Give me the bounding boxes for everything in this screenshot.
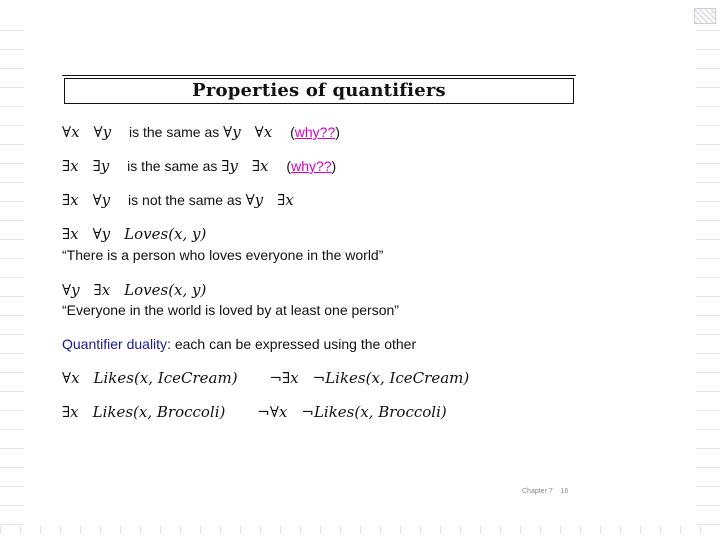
duality-text: : each can be expressed using the other: [167, 336, 417, 352]
quantifier: ∀: [223, 123, 233, 141]
predicate: Loves(x, y): [124, 281, 207, 299]
variable: x: [70, 191, 79, 209]
quantifier: ∀: [62, 281, 72, 299]
slide-footer: [522, 488, 568, 495]
quantifier: ∃: [62, 225, 71, 243]
example-2-formula: [62, 280, 206, 300]
title-box: [64, 78, 574, 104]
chapter-label: Chapter 7: [522, 488, 553, 495]
predicate: Loves(x, y): [124, 225, 207, 243]
row-text: is: [128, 192, 143, 208]
navigation-icon[interactable]: [694, 8, 716, 24]
quantifier: ∀: [92, 225, 102, 243]
negated-quantifier: ¬∀: [257, 403, 279, 421]
property-row-2: ∃x ∃y is the same as ∃y ∃x (why??): [62, 157, 337, 175]
variable: y: [101, 191, 111, 209]
variable: x: [70, 157, 79, 175]
row-text: is the same as: [127, 158, 218, 174]
duality-line: [62, 334, 416, 354]
variable: x: [260, 157, 269, 175]
quantifier: ∃: [251, 157, 261, 175]
variable: y: [101, 225, 111, 243]
variable: x: [71, 369, 80, 387]
left-nav-dots: [0, 30, 24, 530]
quantifier: ∀: [62, 123, 72, 141]
duality-example-2: [62, 402, 447, 422]
variable: y: [232, 123, 241, 141]
variable: x: [70, 225, 79, 243]
slide-title: Properties of quantifiers: [192, 80, 446, 101]
variable: x: [101, 281, 111, 299]
predicate: Likes(x, Broccoli): [92, 403, 226, 421]
title-top-rule: [62, 75, 576, 76]
quantifier: ∀: [92, 191, 102, 209]
variable: y: [71, 281, 80, 299]
page-number: 16: [560, 488, 569, 495]
negated-quantifier: ¬∃: [269, 369, 291, 387]
example-1-formula: [62, 224, 206, 244]
right-nav-dots: [696, 30, 720, 530]
variable: x: [285, 191, 294, 209]
quantifier: ∃: [277, 191, 286, 209]
property-row-1: ∀x ∀y is the same as ∀y ∀x (why??): [62, 123, 340, 141]
duality-label: Quantifier duality: [62, 336, 168, 352]
property-row-3: [62, 190, 294, 210]
duality-example-1: [62, 368, 469, 388]
variable: y: [229, 157, 238, 175]
why-link[interactable]: why??: [291, 158, 332, 174]
row-text: the same as: [161, 192, 242, 208]
quantifier: ∀: [93, 123, 103, 141]
variable: y: [100, 157, 110, 175]
variable: x: [70, 403, 79, 421]
why-link[interactable]: why??: [294, 124, 336, 140]
quantifier: ∃: [62, 191, 71, 209]
quantifier: ∃: [92, 157, 101, 175]
quantifier: ∀: [62, 369, 72, 387]
not-word: not: [142, 192, 162, 208]
variable: y: [254, 191, 264, 209]
variable: x: [290, 369, 299, 387]
bottom-nav-dots: [0, 526, 720, 534]
row-text: is the same as: [128, 124, 220, 140]
predicate: Likes(x, IceCream): [93, 369, 238, 387]
variable: x: [71, 123, 80, 141]
example-1-quote: “There is a person who loves everyone in the world”: [62, 247, 384, 263]
example-2-quote: “Everyone in the world is loved by at least one person”: [62, 302, 399, 318]
predicate: ¬Likes(x, Broccoli): [301, 403, 447, 421]
quantifier: ∃: [221, 157, 230, 175]
quantifier: ∃: [93, 281, 102, 299]
predicate: ¬Likes(x, IceCream): [312, 369, 470, 387]
variable: x: [263, 123, 273, 141]
quantifier: ∀: [254, 123, 264, 141]
quantifier: ∃: [62, 157, 71, 175]
variable: y: [102, 123, 112, 141]
variable: x: [278, 403, 288, 421]
quantifier: ∃: [62, 403, 71, 421]
quantifier: ∀: [245, 191, 255, 209]
